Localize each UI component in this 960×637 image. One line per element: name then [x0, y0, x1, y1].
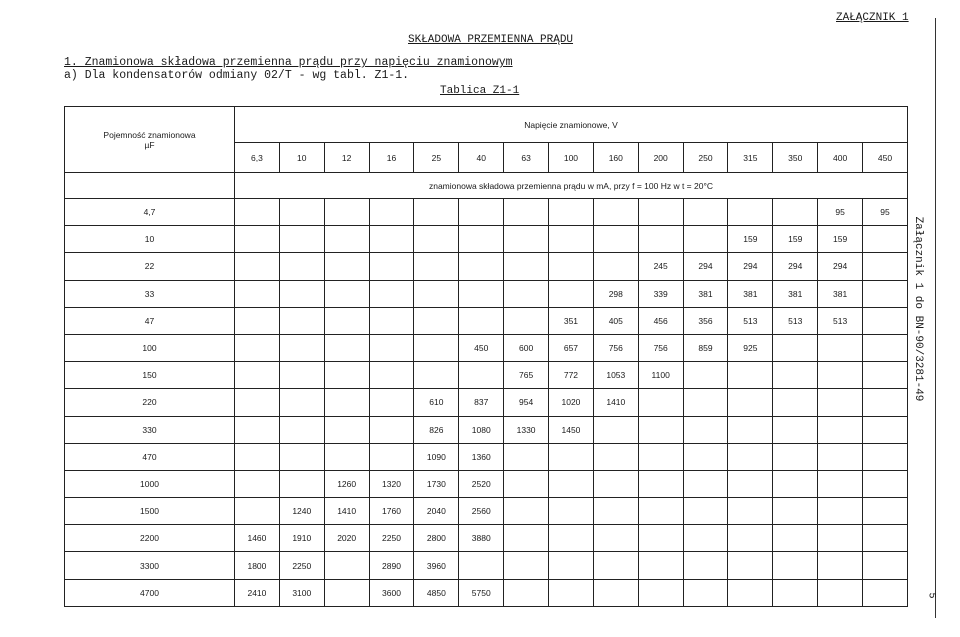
voltage-header-cell: 200: [638, 143, 683, 173]
current-value-cell: [235, 307, 280, 334]
current-value-cell: [549, 443, 594, 470]
current-value-cell: 1100: [638, 362, 683, 389]
current-value-cell: [459, 199, 504, 226]
current-value-cell: 2040: [414, 498, 459, 525]
voltage-header: Napięcie znamionowe, V: [235, 107, 908, 143]
current-value-cell: [773, 525, 818, 552]
current-value-cell: [818, 498, 863, 525]
capacitance-cell: 220: [65, 389, 235, 416]
current-value-cell: 837: [459, 389, 504, 416]
capacitance-cell: 4,7: [65, 199, 235, 226]
capacitance-cell: 100: [65, 334, 235, 361]
section-heading: 1. Znamionowa składowa przemienna prądu przy napięciu znamionowym: [64, 56, 513, 69]
current-value-cell: [504, 199, 549, 226]
current-value-cell: [504, 470, 549, 497]
current-value-cell: 4850: [414, 579, 459, 606]
current-value-cell: [549, 199, 594, 226]
current-value-cell: [414, 253, 459, 280]
current-value-cell: [728, 389, 773, 416]
table-row: [65, 362, 908, 389]
current-value-cell: 2800: [414, 525, 459, 552]
current-value-cell: 3960: [414, 552, 459, 579]
current-value-cell: [324, 253, 369, 280]
current-value-cell: 294: [728, 253, 773, 280]
voltage-header-cell: 6,3: [235, 143, 280, 173]
current-value-cell: [235, 253, 280, 280]
current-value-cell: [638, 579, 683, 606]
current-value-cell: [728, 552, 773, 579]
current-value-cell: [414, 199, 459, 226]
current-value-cell: [863, 307, 908, 334]
current-value-cell: [549, 226, 594, 253]
current-value-cell: [818, 443, 863, 470]
voltage-header-cell: 160: [593, 143, 638, 173]
current-value-cell: [504, 307, 549, 334]
current-value-cell: [863, 416, 908, 443]
capacitance-unit: µF: [144, 139, 155, 150]
current-value-cell: 756: [593, 334, 638, 361]
current-value-cell: [549, 525, 594, 552]
current-value-cell: [863, 443, 908, 470]
table-row: [65, 226, 908, 253]
table-subheader: znamionowa składowa przemienna prądu w mA, przy f = 100 Hz w t = 20°C: [235, 173, 908, 199]
capacitance-cell: 1500: [65, 498, 235, 525]
current-value-cell: 925: [728, 334, 773, 361]
current-value-cell: 2560: [459, 498, 504, 525]
current-value-cell: [369, 253, 414, 280]
current-value-cell: [324, 280, 369, 307]
current-value-cell: [414, 280, 459, 307]
current-value-cell: [638, 552, 683, 579]
current-value-cell: [818, 362, 863, 389]
current-value-cell: [279, 334, 324, 361]
current-value-cell: 600: [504, 334, 549, 361]
current-value-cell: [638, 525, 683, 552]
current-value-cell: [324, 389, 369, 416]
current-value-cell: [324, 307, 369, 334]
current-value-cell: [279, 307, 324, 334]
voltage-header-cell: 250: [683, 143, 728, 173]
current-value-cell: [235, 470, 280, 497]
capacitance-header-cell: [65, 107, 235, 173]
current-value-cell: [683, 498, 728, 525]
current-value-cell: [728, 443, 773, 470]
current-value-cell: [863, 389, 908, 416]
current-value-cell: [235, 389, 280, 416]
capacitance-cell: 47: [65, 307, 235, 334]
current-value-cell: [324, 362, 369, 389]
current-value-cell: [279, 226, 324, 253]
current-value-cell: [728, 416, 773, 443]
current-value-cell: [279, 416, 324, 443]
current-value-cell: [593, 416, 638, 443]
current-value-cell: 381: [728, 280, 773, 307]
current-value-cell: [773, 579, 818, 606]
current-value-cell: [414, 226, 459, 253]
current-value-cell: [414, 334, 459, 361]
current-value-cell: [728, 579, 773, 606]
current-value-cell: [324, 416, 369, 443]
table-row: [65, 199, 908, 226]
current-value-cell: [235, 362, 280, 389]
table-row: [65, 579, 908, 606]
current-value-cell: [235, 199, 280, 226]
current-value-cell: 159: [818, 226, 863, 253]
capacitance-cell: 2200: [65, 525, 235, 552]
current-value-cell: [683, 389, 728, 416]
current-value-cell: [235, 443, 280, 470]
current-value-cell: [638, 389, 683, 416]
current-value-cell: [773, 334, 818, 361]
current-value-cell: [549, 579, 594, 606]
current-value-cell: [638, 226, 683, 253]
current-value-cell: [818, 525, 863, 552]
current-value-cell: [324, 199, 369, 226]
current-value-cell: [728, 470, 773, 497]
current-value-cell: 1910: [279, 525, 324, 552]
current-value-cell: [504, 498, 549, 525]
current-value-cell: [369, 199, 414, 226]
current-value-cell: [818, 579, 863, 606]
current-value-cell: 95: [818, 199, 863, 226]
annex-label: ZAŁĄCZNIK 1: [836, 12, 909, 24]
voltage-header-cell: 10: [279, 143, 324, 173]
side-annex-reference: Załącznik 1 do BN-90/3281-49: [912, 216, 924, 402]
current-value-cell: [549, 253, 594, 280]
current-value-cell: 3880: [459, 525, 504, 552]
capacitance-cell: 4700: [65, 579, 235, 606]
current-value-cell: 294: [818, 253, 863, 280]
current-value-cell: [863, 362, 908, 389]
current-value-cell: [593, 470, 638, 497]
current-value-cell: [459, 362, 504, 389]
current-value-cell: [235, 280, 280, 307]
current-value-cell: [728, 199, 773, 226]
current-value-cell: 2020: [324, 525, 369, 552]
capacitance-header: Pojemność znamionowa: [103, 129, 196, 140]
current-value-cell: 2250: [369, 525, 414, 552]
current-value-cell: 1053: [593, 362, 638, 389]
current-value-cell: [683, 443, 728, 470]
current-value-cell: 1360: [459, 443, 504, 470]
current-value-cell: [324, 226, 369, 253]
current-value-cell: 1020: [549, 389, 594, 416]
voltage-header-cell: 16: [369, 143, 414, 173]
current-value-cell: [324, 334, 369, 361]
voltage-header-cell: 25: [414, 143, 459, 173]
current-value-cell: [235, 226, 280, 253]
current-value-cell: 381: [683, 280, 728, 307]
current-value-cell: [683, 362, 728, 389]
document-title: SKŁADOWA PRZEMIENNA PRĄDU: [408, 34, 574, 46]
current-value-cell: [593, 199, 638, 226]
current-value-cell: 2250: [279, 552, 324, 579]
current-value-cell: 2890: [369, 552, 414, 579]
current-value-cell: 826: [414, 416, 459, 443]
table-row: [65, 253, 908, 280]
table-caption: Tablica Z1-1: [440, 85, 520, 97]
table-row: [65, 470, 908, 497]
current-value-cell: [863, 334, 908, 361]
current-value-cell: [683, 579, 728, 606]
current-value-cell: [279, 362, 324, 389]
current-value-cell: [773, 199, 818, 226]
current-value-cell: [863, 253, 908, 280]
current-value-cell: 859: [683, 334, 728, 361]
current-value-cell: [279, 389, 324, 416]
voltage-header-cell: 40: [459, 143, 504, 173]
capacitance-cell: 10: [65, 226, 235, 253]
current-value-cell: 1260: [324, 470, 369, 497]
current-value-cell: [235, 498, 280, 525]
current-value-cell: [235, 416, 280, 443]
current-value-cell: [504, 280, 549, 307]
current-value-cell: [683, 416, 728, 443]
current-value-cell: [549, 280, 594, 307]
current-value-cell: [818, 416, 863, 443]
current-value-cell: [369, 334, 414, 361]
current-value-cell: [504, 443, 549, 470]
table-row: [65, 307, 908, 334]
current-value-cell: 513: [818, 307, 863, 334]
current-value-cell: [638, 416, 683, 443]
current-value-cell: [593, 443, 638, 470]
capacitance-cell: 22: [65, 253, 235, 280]
current-value-cell: 95: [863, 199, 908, 226]
current-value-cell: [593, 226, 638, 253]
current-value-cell: [593, 525, 638, 552]
capacitance-cell: 3300: [65, 552, 235, 579]
current-value-cell: [549, 470, 594, 497]
current-value-cell: [414, 307, 459, 334]
current-value-cell: 5750: [459, 579, 504, 606]
voltage-header-cell: 63: [504, 143, 549, 173]
current-value-cell: 772: [549, 362, 594, 389]
current-value-cell: [638, 498, 683, 525]
empty-cell: [65, 173, 235, 199]
current-value-cell: [504, 525, 549, 552]
current-value-cell: [683, 552, 728, 579]
current-value-cell: 294: [683, 253, 728, 280]
table-row: [65, 416, 908, 443]
current-value-cell: 339: [638, 280, 683, 307]
current-value-cell: [235, 334, 280, 361]
current-value-cell: 298: [593, 280, 638, 307]
current-value-cell: [773, 416, 818, 443]
current-value-cell: [773, 498, 818, 525]
current-value-cell: [593, 552, 638, 579]
current-value-cell: [728, 362, 773, 389]
capacitance-cell: 330: [65, 416, 235, 443]
current-value-cell: [773, 552, 818, 579]
current-value-cell: [638, 443, 683, 470]
current-value-cell: 1330: [504, 416, 549, 443]
current-value-cell: [369, 280, 414, 307]
voltage-header-cell: 400: [818, 143, 863, 173]
current-value-cell: [459, 552, 504, 579]
capacitance-cell: 150: [65, 362, 235, 389]
current-value-cell: [863, 552, 908, 579]
current-value-cell: 2520: [459, 470, 504, 497]
current-value-cell: 456: [638, 307, 683, 334]
table-row: [65, 498, 908, 525]
current-value-cell: 450: [459, 334, 504, 361]
current-value-cell: [863, 579, 908, 606]
current-value-cell: [683, 226, 728, 253]
current-value-cell: 245: [638, 253, 683, 280]
current-value-cell: 756: [638, 334, 683, 361]
current-value-cell: 513: [773, 307, 818, 334]
right-border-line: [935, 18, 936, 618]
current-value-cell: 1450: [549, 416, 594, 443]
current-value-cell: [728, 525, 773, 552]
current-value-cell: [414, 362, 459, 389]
current-value-cell: [863, 280, 908, 307]
current-value-cell: [773, 389, 818, 416]
current-value-cell: 1410: [324, 498, 369, 525]
voltage-header-cell: 12: [324, 143, 369, 173]
current-value-cell: 381: [818, 280, 863, 307]
current-value-cell: [324, 579, 369, 606]
current-value-cell: [279, 280, 324, 307]
current-value-cell: [863, 525, 908, 552]
current-value-cell: [369, 443, 414, 470]
current-value-cell: 765: [504, 362, 549, 389]
table-row: [65, 334, 908, 361]
current-value-cell: 657: [549, 334, 594, 361]
current-value-cell: [593, 579, 638, 606]
current-value-cell: 381: [773, 280, 818, 307]
current-value-cell: [504, 579, 549, 606]
table-row: [65, 280, 908, 307]
voltage-header-cell: 100: [549, 143, 594, 173]
current-value-cell: [638, 470, 683, 497]
current-value-cell: [504, 226, 549, 253]
current-value-cell: [683, 199, 728, 226]
current-value-cell: [279, 443, 324, 470]
current-value-cell: [863, 226, 908, 253]
current-value-cell: [369, 307, 414, 334]
current-value-cell: [549, 498, 594, 525]
current-value-cell: [279, 253, 324, 280]
current-value-cell: [773, 443, 818, 470]
current-value-cell: 3100: [279, 579, 324, 606]
current-value-cell: [549, 552, 594, 579]
current-value-cell: [728, 498, 773, 525]
current-value-cell: 1410: [593, 389, 638, 416]
current-value-cell: [504, 253, 549, 280]
current-value-cell: 2410: [235, 579, 280, 606]
current-value-cell: 1080: [459, 416, 504, 443]
current-value-cell: 1240: [279, 498, 324, 525]
current-value-cell: [593, 253, 638, 280]
current-value-cell: 1320: [369, 470, 414, 497]
current-value-cell: 610: [414, 389, 459, 416]
current-value-cell: [279, 470, 324, 497]
table-row: [65, 443, 908, 470]
current-value-cell: [863, 470, 908, 497]
current-value-cell: 356: [683, 307, 728, 334]
current-value-cell: [683, 470, 728, 497]
current-value-cell: [369, 389, 414, 416]
current-value-cell: 1800: [235, 552, 280, 579]
table-row: [65, 552, 908, 579]
capacitance-cell: 1000: [65, 470, 235, 497]
current-value-cell: 351: [549, 307, 594, 334]
current-value-cell: [324, 443, 369, 470]
current-value-cell: [818, 334, 863, 361]
current-value-cell: [504, 552, 549, 579]
capacitance-cell: 470: [65, 443, 235, 470]
current-value-cell: 954: [504, 389, 549, 416]
table-row: [65, 525, 908, 552]
current-value-cell: 159: [728, 226, 773, 253]
current-value-cell: 3600: [369, 579, 414, 606]
current-value-cell: [773, 470, 818, 497]
current-value-cell: [459, 307, 504, 334]
current-value-cell: [459, 253, 504, 280]
current-value-cell: [459, 280, 504, 307]
current-value-cell: 1460: [235, 525, 280, 552]
voltage-header-cell: 350: [773, 143, 818, 173]
current-value-cell: 405: [593, 307, 638, 334]
current-value-cell: 294: [773, 253, 818, 280]
current-value-cell: 513: [728, 307, 773, 334]
current-value-cell: 159: [773, 226, 818, 253]
current-table: [64, 106, 908, 607]
current-value-cell: [369, 226, 414, 253]
voltage-header-cell: 450: [863, 143, 908, 173]
current-value-cell: 1730: [414, 470, 459, 497]
current-value-cell: 1090: [414, 443, 459, 470]
current-value-cell: [638, 199, 683, 226]
page-number: 5: [925, 592, 937, 599]
capacitance-cell: 33: [65, 280, 235, 307]
current-value-cell: [459, 226, 504, 253]
current-value-cell: 1760: [369, 498, 414, 525]
voltage-header-cell: 315: [728, 143, 773, 173]
current-value-cell: [773, 362, 818, 389]
current-value-cell: [369, 416, 414, 443]
current-value-cell: [593, 498, 638, 525]
table-row: [65, 389, 908, 416]
current-value-cell: [279, 199, 324, 226]
current-value-cell: [818, 470, 863, 497]
current-value-cell: [683, 525, 728, 552]
current-value-cell: [324, 552, 369, 579]
current-value-cell: [818, 389, 863, 416]
current-value-cell: [863, 498, 908, 525]
current-value-cell: [818, 552, 863, 579]
current-value-cell: [369, 362, 414, 389]
section-subheading: a) Dla kondensatorów odmiany 02/T - wg tabl. Z1-1.: [64, 69, 410, 82]
